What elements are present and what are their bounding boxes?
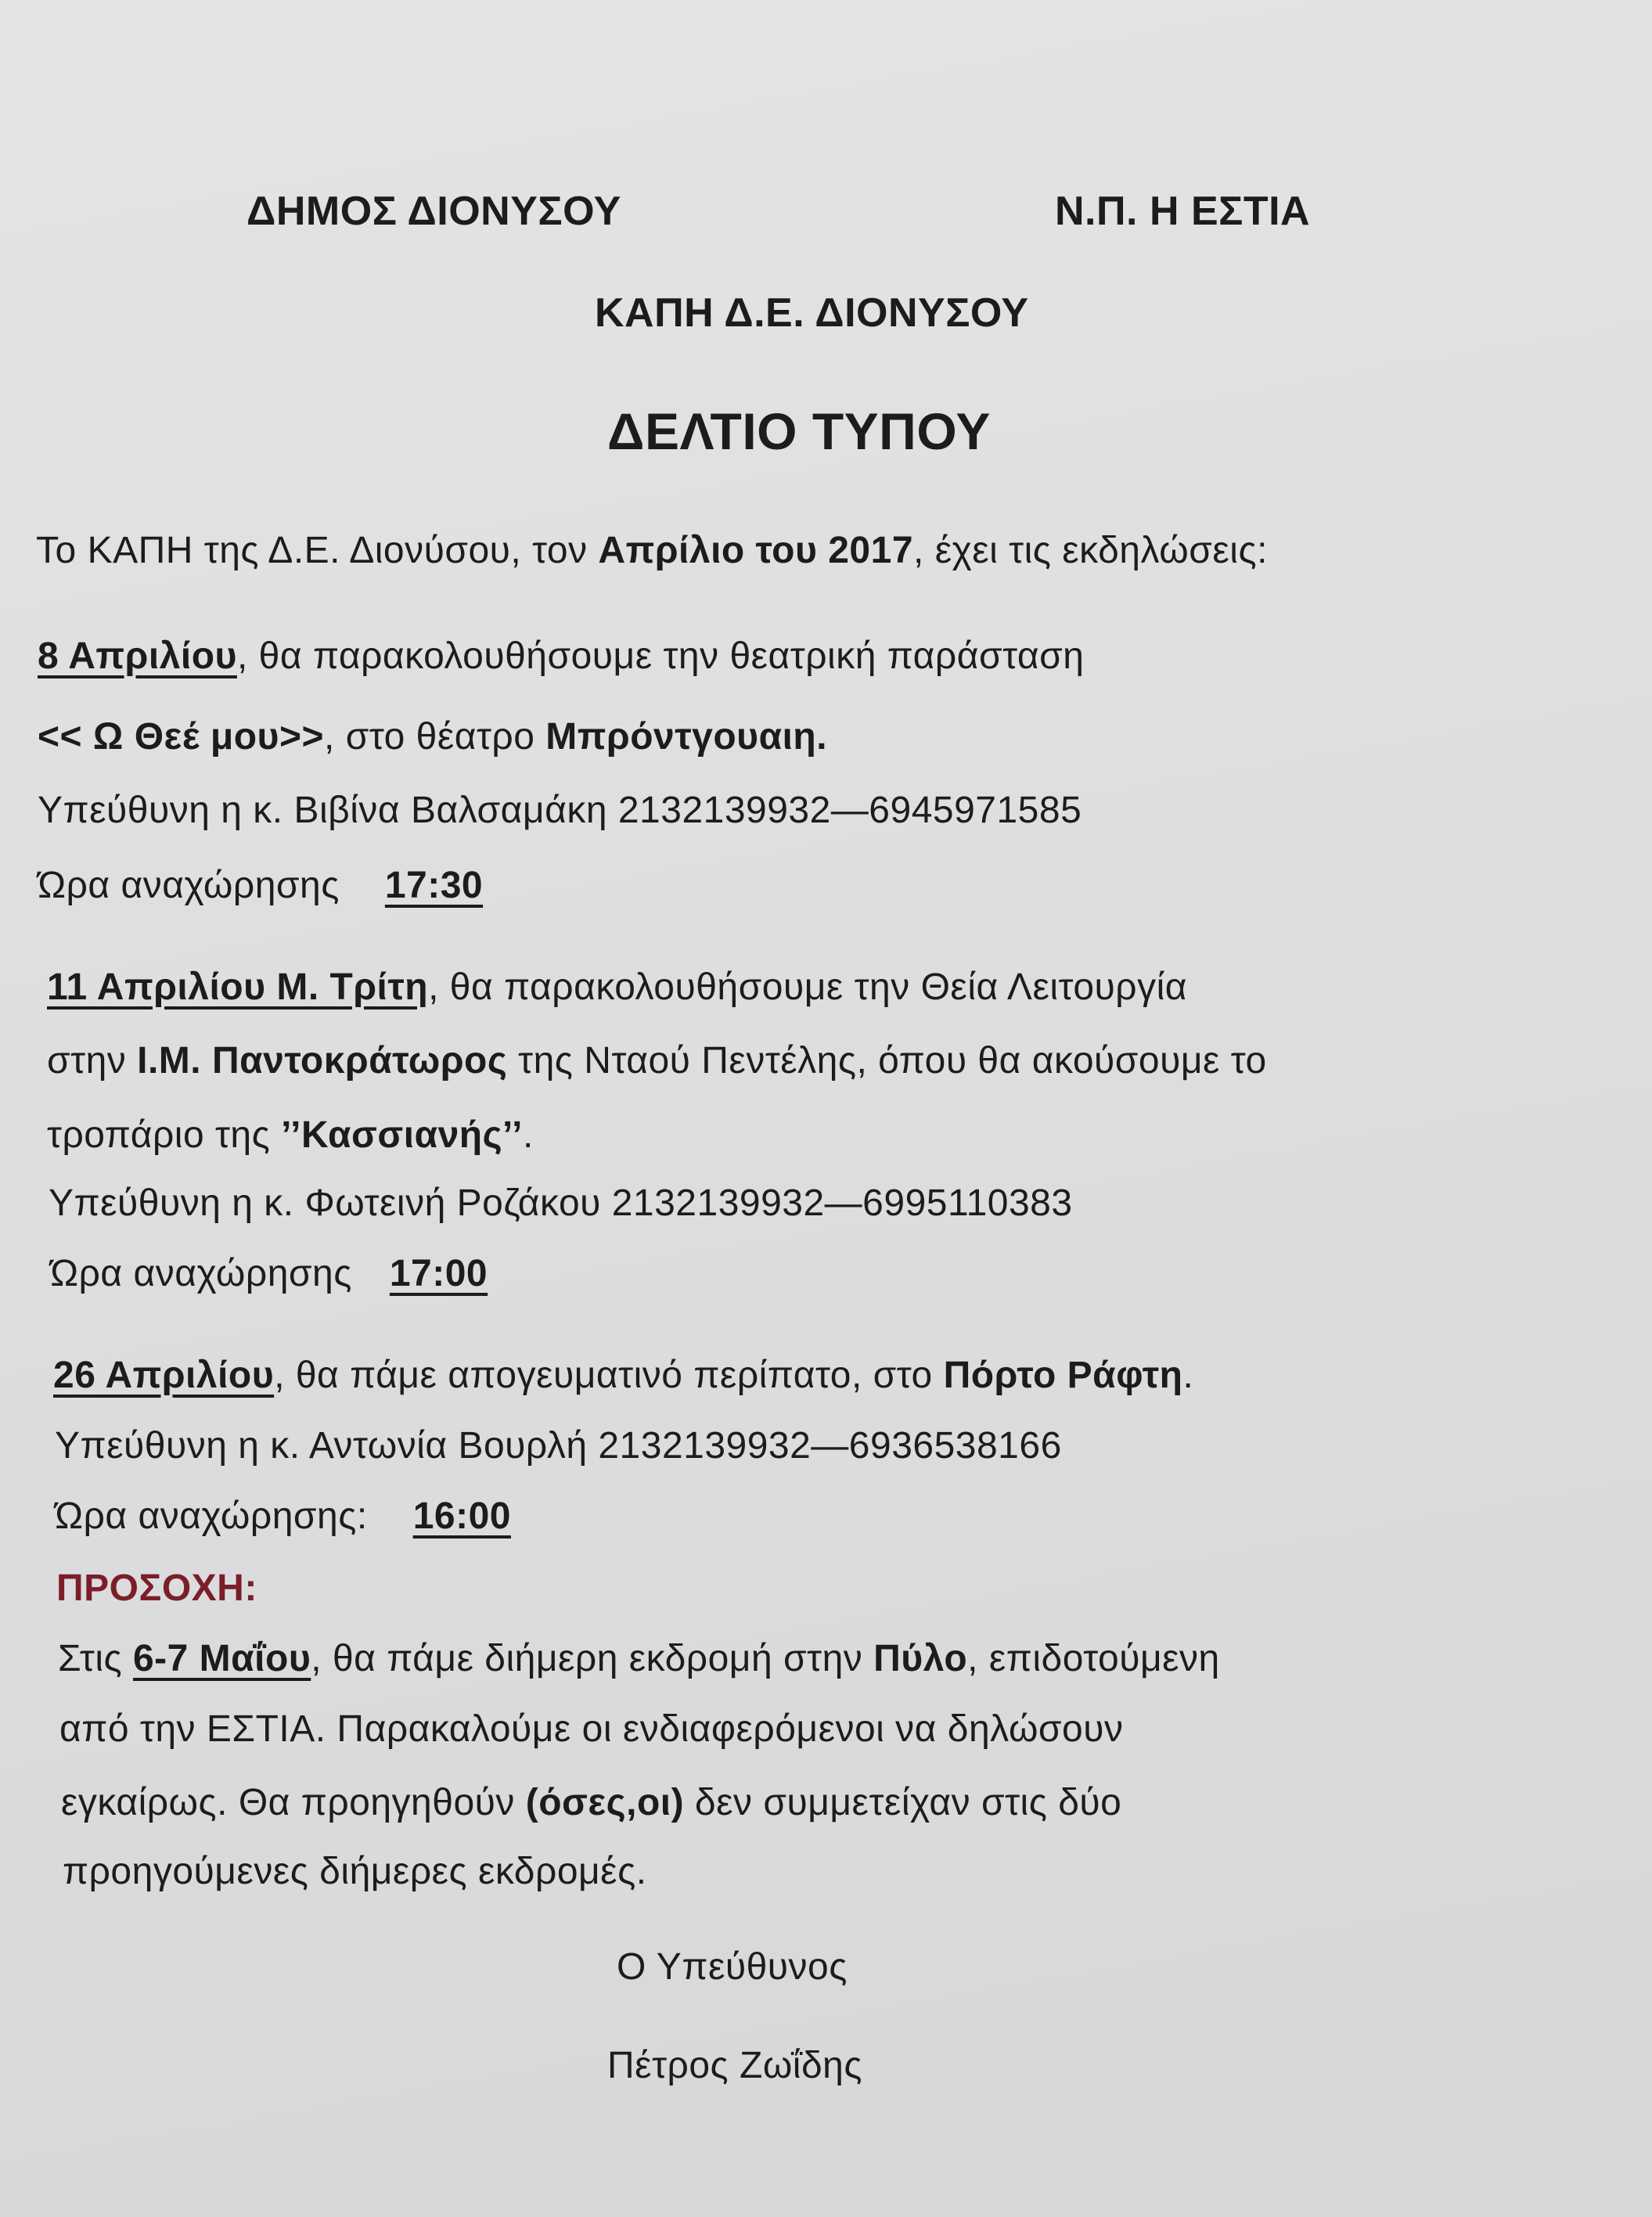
event2-departure-label: Ώρα αναχώρησης (50, 1253, 352, 1294)
header-municipality: ΔΗΜΟΣ ΔΙΟΝΥΣΟΥ (247, 189, 621, 234)
event2-line1 (47, 966, 1187, 1008)
signature-name: Πέτρος Ζωΐδης (607, 2045, 862, 2086)
header-organization: Ν.Π. Η ΕΣΤΙΑ (1055, 189, 1311, 234)
event2-departure-time: 17:00 (389, 1253, 488, 1294)
event1-departure (38, 867, 483, 905)
signature-role: Ο Υπεύθυνος (617, 1946, 848, 1988)
event2-date: 11 Απριλίου Μ. Τρίτη (47, 966, 429, 1008)
notice-heading: ΠΡΟΣΟΧΗ: (56, 1567, 257, 1609)
event3-contact: Υπεύθυνη η κ. Αντωνία Βουρλή 2132139932—6936538166 (55, 1425, 1062, 1467)
notice-date: 6-7 Μαΐου (132, 1638, 311, 1679)
event2-hymn: ’’Κασσιανής’’ (281, 1114, 523, 1156)
event1-venue-text: , στο θέατρο (324, 716, 546, 758)
event3-line1 (53, 1357, 1193, 1395)
notice-line2: από την ΕΣΤΙΑ. Παρακαλούμε οι ενδιαφερόμενοι να δηλώσουν (59, 1708, 1124, 1750)
event1-departure-time: 17:30 (384, 865, 484, 906)
header-center: ΚΑΠΗ Δ.Ε. ΔΙΟΝΥΣΟΥ (595, 290, 1029, 336)
notice-l1-pre: Στις (58, 1638, 133, 1679)
notice-l3-pre: εγκαίρως. Θα προηγηθούν (61, 1782, 526, 1823)
event1-line1 (38, 635, 1085, 677)
intro-text-end: , έχει τις εκδηλώσεις: (913, 530, 1268, 571)
event3-departure-label: Ώρα αναχώρησης: (55, 1495, 368, 1537)
event2-line3-post: . (522, 1114, 534, 1156)
event1-line2 (38, 718, 827, 756)
event2-line2-post: της Νταού Πεντέλης, όπου θα ακούσουμε το (507, 1040, 1267, 1082)
event1-departure-label: Ώρα αναχώρησης (38, 865, 340, 906)
notice-line1 (58, 1640, 1220, 1678)
notice-l3-post: δεν συμμετείχαν στις δύο (684, 1782, 1122, 1823)
event2-line2 (47, 1042, 1267, 1080)
notice-place: Πύλο (873, 1638, 968, 1679)
intro-text: Το ΚΑΠΗ της Δ.Ε. Διονύσου, τον (36, 530, 599, 571)
notice-line4: προηγούμενες διήμερες εκδρομές. (63, 1851, 647, 1892)
notice-l1-mid: , θα πάμε διήμερη εκδρομή στην (311, 1638, 874, 1679)
event2-description: , θα παρακολουθήσουμε την Θεία Λειτουργία (428, 966, 1187, 1008)
event3-departure (55, 1495, 511, 1537)
event2-line2-pre: στην (47, 1040, 138, 1082)
notice-l1-post: , επιδοτούμενη (967, 1638, 1220, 1679)
event1-description: , θα παρακολουθήσουμε την θεατρική παράσταση (236, 635, 1085, 677)
event1-theatre: Μπρόντγουαιη. (545, 716, 828, 758)
event3-description: , θα πάμε απογευματινό περίπατο, στο (274, 1355, 944, 1396)
event3-date: 26 Απριλίου (53, 1355, 275, 1396)
event2-departure (50, 1255, 488, 1293)
document-title: ΔΕΛΤΙΟ ΤΥΠΟΥ (607, 402, 991, 460)
notice-l3-bold: (όσες,οι) (525, 1782, 685, 1823)
event2-monastery: Ι.Μ. Παντοκράτωρος (137, 1040, 508, 1082)
event1-date: 8 Απριλίου (38, 635, 237, 677)
event2-line3-pre: τροπάριο της (47, 1114, 282, 1156)
event1-contact: Υπεύθυνη η κ. Βιβίνα Βαλσαμάκη 2132139932—6945971585 (38, 790, 1082, 831)
event2-contact: Υπεύθυνη η κ. Φωτεινή Ροζάκου 2132139932—6995110383 (49, 1182, 1073, 1224)
event2-line3 (47, 1114, 534, 1156)
intro-month: Απρίλιο του 2017 (598, 530, 914, 571)
intro-paragraph (36, 532, 1268, 570)
event3-place: Πόρτο Ράφτη (943, 1355, 1183, 1396)
event3-line1-end: . (1182, 1355, 1194, 1396)
event3-departure-time: 16:00 (412, 1495, 511, 1537)
event1-play: << Ω Θεέ μου>> (38, 716, 325, 758)
notice-line3 (61, 1784, 1121, 1822)
